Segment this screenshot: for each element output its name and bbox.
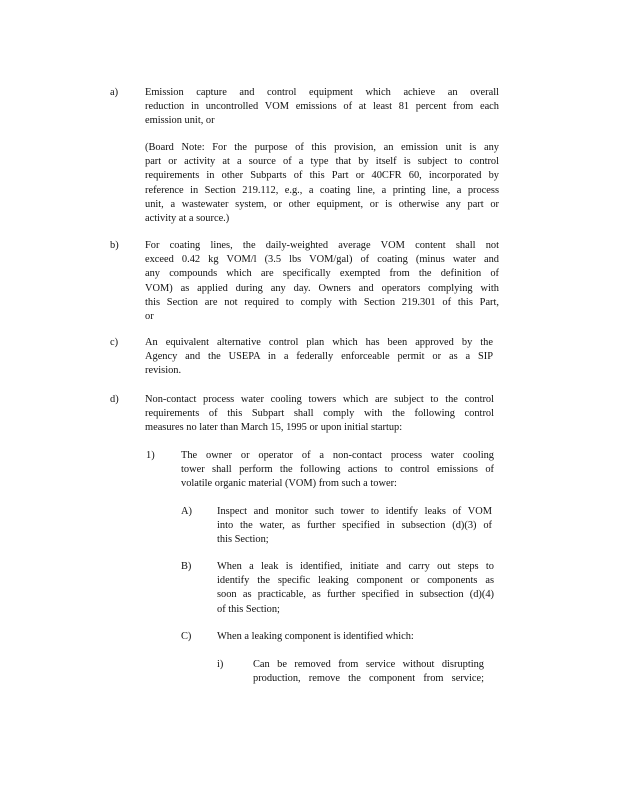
item-label-dB: B) — [181, 561, 192, 572]
text-line: revision. — [145, 365, 182, 377]
text-line: of this Section; — [217, 603, 280, 615]
item-text-di — [253, 658, 484, 686]
text-line: identify the specific leaking component or components as — [217, 575, 494, 587]
text-line: requirements in other Subparts of this Part or 40CFR 60, incorporated by — [145, 170, 499, 182]
item-text-dA — [217, 505, 492, 548]
text-line: reduction in uncontrolled VOM emissions of at least 81 percent from each — [145, 101, 499, 113]
item-label-di: i) — [217, 659, 224, 670]
text-line: When a leak is identified, initiate and carry out steps to — [217, 561, 494, 572]
text-line: When a leaking component is identified which: — [217, 631, 414, 642]
text-line: tower shall perform the following actions to control emissions of — [181, 464, 494, 476]
text-line: Inspect and monitor such tower to identify leaks of VOM — [217, 506, 492, 517]
text-line: volatile organic material (VOM) from such a tower: — [181, 478, 397, 490]
item-label-d: d) — [110, 394, 119, 405]
text-line: this Section; — [217, 534, 269, 546]
item-label-a: a) — [110, 87, 119, 98]
item-text-d1 — [181, 449, 494, 492]
text-line: (Board Note: For the purpose of this provision, an emission unit is any — [145, 142, 499, 153]
item-label-dA: A) — [181, 506, 192, 517]
text-line: Can be removed from service without disrupting — [253, 659, 484, 670]
board-note — [145, 141, 499, 226]
item-label-dC: C) — [181, 631, 192, 642]
item-text-dB — [217, 560, 494, 617]
item-text-b — [145, 239, 499, 324]
item-text-dC — [217, 630, 494, 644]
item-text-a — [145, 86, 499, 129]
item-label-d1: 1) — [146, 450, 155, 461]
item-text-d — [145, 393, 494, 436]
text-line: Emission capture and control equipment which achieve an overall — [145, 87, 499, 98]
text-line: into the water, as further specified in subsection (d)(3) of — [217, 520, 492, 532]
text-line: Agency and the USEPA in a federally enforceable permit or as a SIP — [145, 351, 493, 363]
text-line: this Section are not required to comply with Section 219.301 of this Part, — [145, 296, 499, 308]
text-line: emission unit, or — [145, 115, 215, 127]
text-line: For coating lines, the daily-weighted average VOM content shall not — [145, 240, 499, 251]
text-line: reference in Section 219.112, e.g., a coating line, a printing line, a process — [145, 184, 499, 196]
text-line: Non-contact process water cooling towers which are subject to the control — [145, 394, 494, 405]
item-label-b: b) — [110, 240, 119, 251]
text-line: any compounds which are specifically exempted from the definition of — [145, 268, 499, 280]
text-line: production, remove the component from service; — [253, 673, 484, 685]
text-line: An equivalent alternative control plan which has been approved by the — [145, 337, 493, 348]
text-line: unit, a wastewater system, or other equipment, or is otherwise any part or — [145, 198, 499, 210]
text-line: or — [145, 311, 154, 323]
text-line: exceed 0.42 kg VOM/l (3.5 lbs VOM/gal) of coating (minus water and — [145, 254, 499, 266]
text-line: part or activity at a source of a type that by itself is subject to control — [145, 156, 499, 168]
text-line: soon as practicable, as further specified in subsection (d)(4) — [217, 589, 494, 601]
item-label-c: c) — [110, 337, 119, 348]
text-line: measures no later than March 15, 1995 or upon initial startup: — [145, 422, 403, 434]
item-text-c — [145, 336, 493, 379]
text-line: requirements of this Subpart shall comply with the following control — [145, 408, 494, 420]
text-line: activity at a source.) — [145, 213, 230, 225]
text-line: VOM) as applied during any day. Owners and operators complying with — [145, 282, 499, 294]
text-line: The owner or operator of a non-contact process water cooling — [181, 450, 494, 461]
